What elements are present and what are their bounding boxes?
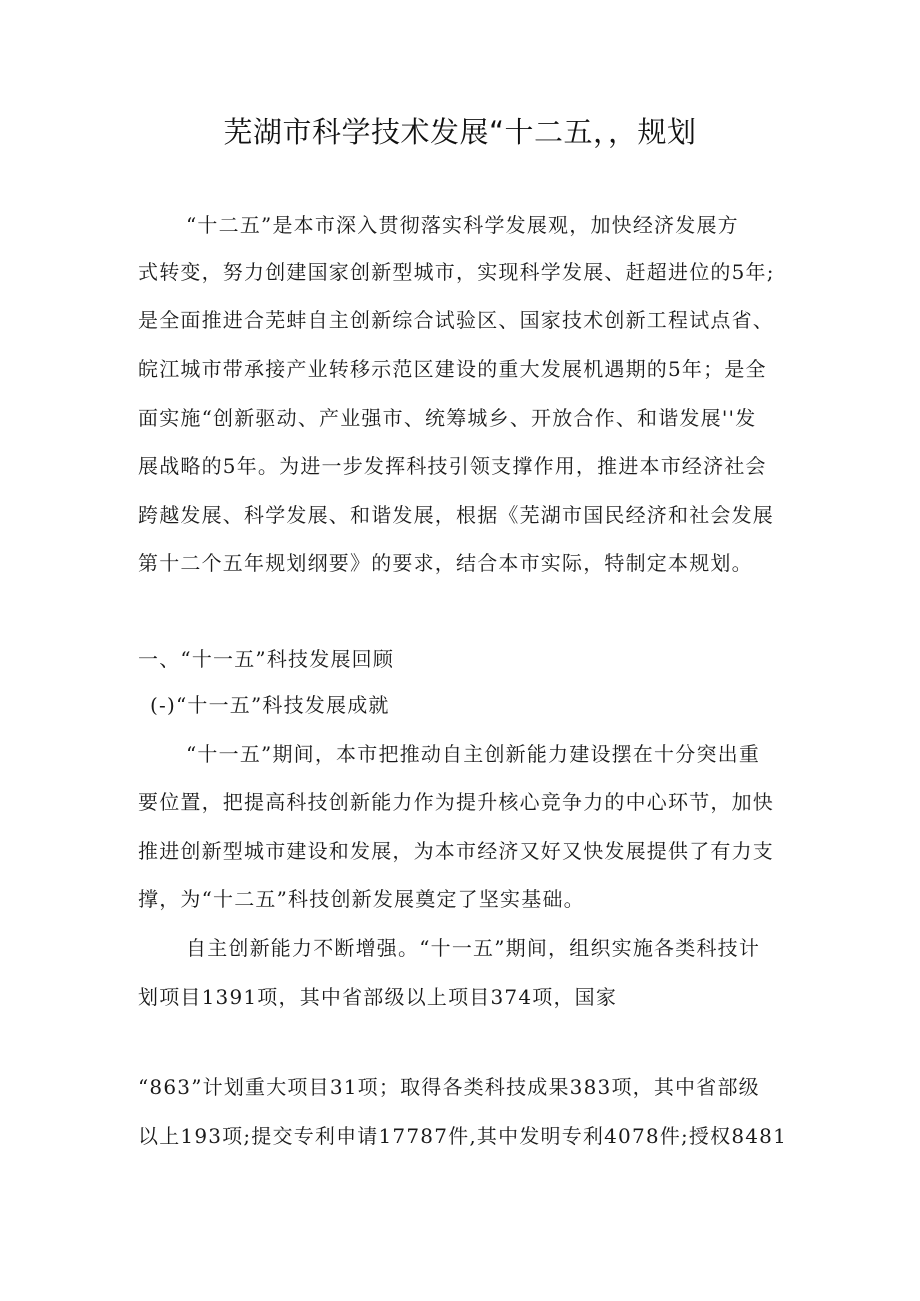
intro-line: 跨越发展、科学发展、和谐发展，根据《芜湖市国民经济和社会发展 xyxy=(138,503,774,527)
paragraph-line: 划项目1391项，其中省部级以上项目374项，国家 xyxy=(138,985,618,1009)
intro-line: 式转变，努力创建国家创新型城市，实现科学发展、赶超进位的5年; xyxy=(138,260,775,284)
subsection-heading: (-)“十一五”科技发展成就 xyxy=(150,693,390,717)
intro-line: 面实施“创新驱动、产业强市、统筹城乡、开放合作、和谐发展''发 xyxy=(138,406,757,430)
intro-line: 皖江城市带承接产业转移示范区建设的重大发展机遇期的5年；是全 xyxy=(138,357,767,381)
intro-line: 第十二个五年规划纲要》的要求，结合本市实际，特制定本规划。 xyxy=(138,551,753,575)
intro-line: 展战略的5年。为进一步发挥科技引领支撑作用，推进本市经济社会 xyxy=(138,454,767,478)
intro-line: 是全面推进合芜蚌自主创新综合试验区、国家技术创新工程试点省、 xyxy=(138,308,774,332)
paragraph-line: 撑，为“十二五”科技创新发展奠定了坚实基础。 xyxy=(138,887,585,911)
paragraph-line: “863”计划重大项目31项；取得各类科技成果383项，其中省部级 xyxy=(138,1075,760,1099)
paragraph-line: 要位置，把提高科技创新能力作为提升核心竞争力的中心环节，加快 xyxy=(138,790,774,814)
document-title: 芜湖市科学技术发展“十二五，，规划 xyxy=(223,115,697,149)
paragraph-line: 自主创新能力不断增强。“十一五”期间，组织实施各类科技计 xyxy=(186,936,761,960)
paragraph-line: 推进创新型城市建设和发展，为本市经济又好又快发展提供了有力支 xyxy=(138,839,774,863)
paragraph-line: 以上193项;提交专利申请17787件,其中发明专利4078件;授权8481 xyxy=(138,1124,788,1148)
paragraph-line: “十一五”期间，本市把推动自主创新能力建设摆在十分突出重 xyxy=(186,742,761,766)
intro-line: “十二五”是本市深入贯彻落实科学发展观，加快经济发展方 xyxy=(186,213,739,237)
section-heading: 一、“十一五”科技发展回顾 xyxy=(138,647,395,671)
